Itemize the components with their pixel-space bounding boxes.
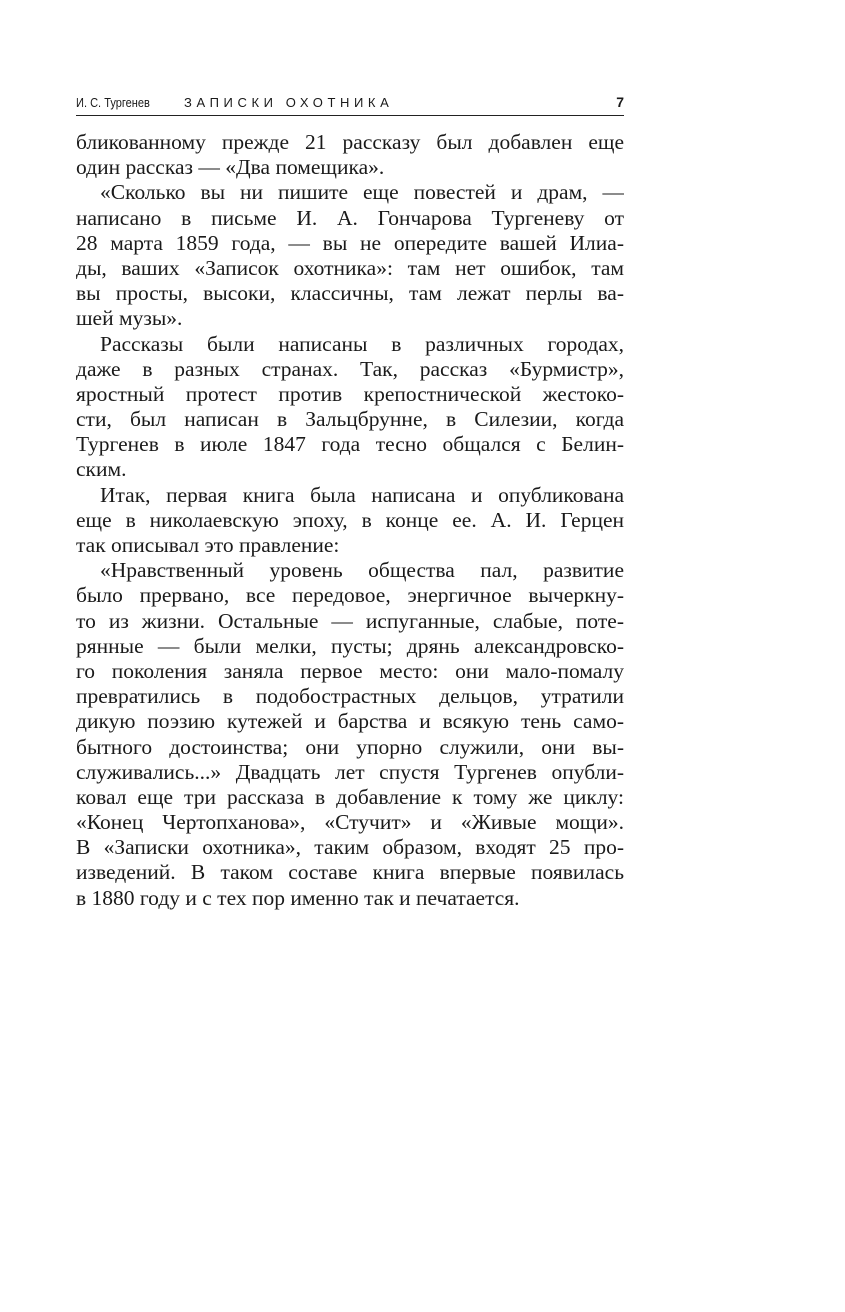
text-line: изведений. В таком составе книга впервые появилась	[76, 860, 624, 885]
text-line: сти, был написан в Зальцбрунне, в Силезии, когда	[76, 407, 624, 432]
text-line: в 1880 году и с тех пор именно так и печатается.	[76, 885, 520, 910]
text-line: рянные — были мелки, пусты; дрянь александровско-	[76, 633, 624, 658]
text-line: так описывал это правление:	[76, 533, 340, 557]
text-line: то из жизни. Остальные — испуганные, слабые, поте-	[76, 608, 624, 633]
paragraph	[76, 332, 624, 483]
text-line: даже в разных странах. Так, рассказ «Бурмистр»,	[76, 356, 624, 381]
text-line: ды, ваших «Записок охотника»: там нет ошибок, там	[76, 255, 624, 280]
header-author: И. С. Тургенев	[76, 95, 150, 110]
running-header	[76, 93, 624, 116]
text-line: шей музы».	[76, 306, 183, 331]
text-line: дикую поэзию кутежей и барства и всякую тень само-	[76, 709, 624, 734]
text-line: В «Записки охотника», таким образом, входят 25 про-	[76, 835, 624, 860]
text-line: написано в письме И. А. Гончарова Тургеневу от	[76, 205, 624, 230]
text-line: один рассказ — «Два помещика».	[76, 155, 385, 180]
body-text	[76, 130, 624, 911]
text-line: вы просты, высоки, классичны, там лежат перлы ва-	[76, 281, 624, 306]
text-line: Тургенев в июле 1847 года тесно общался с Белин-	[76, 432, 624, 457]
text-line: «Нравственный уровень общества пал, развитие	[100, 558, 624, 583]
text-line: еще в николаевскую эпоху, в конце ее. А. И. Герцен	[76, 507, 624, 532]
paragraph	[76, 558, 624, 911]
paragraph	[76, 130, 624, 180]
text-line: превратились в подобострастных дельцов, утратили	[76, 684, 624, 709]
paragraph	[76, 180, 624, 331]
header-book-title: ЗАПИСКИ ОХОТНИКА	[184, 95, 394, 110]
text-line: го поколения заняла первое место: они мало-помалу	[76, 658, 624, 683]
text-line: Итак, первая книга была написана и опубликована	[100, 482, 624, 507]
text-line: 28 марта 1859 года, — вы не опередите вашей Илиа-	[76, 230, 624, 255]
text-line: служивались...» Двадцать лет спустя Тургенев опубли-	[76, 759, 624, 784]
paragraph	[76, 483, 624, 559]
text-line: Рассказы были написаны в различных городах,	[100, 331, 624, 356]
text-line: «Конец Чертопханова», «Стучит» и «Живые мощи».	[76, 810, 624, 835]
text-line: «Сколько вы ни пишите еще повестей и драм, —	[100, 180, 624, 205]
text-line: ковал еще три рассказа в добавление к тому же циклу:	[76, 784, 624, 809]
text-line: было прервано, все передовое, энергичное вычеркну-	[76, 583, 624, 608]
text-line: ским.	[76, 457, 127, 482]
text-line: яростный протест против крепостнической жестоко-	[76, 381, 624, 406]
text-line: бликованному прежде 21 рассказу был добавлен еще	[76, 130, 624, 154]
text-line: бытного достоинства; они упорно служили, они вы-	[76, 734, 624, 759]
page-number: 7	[616, 94, 624, 110]
